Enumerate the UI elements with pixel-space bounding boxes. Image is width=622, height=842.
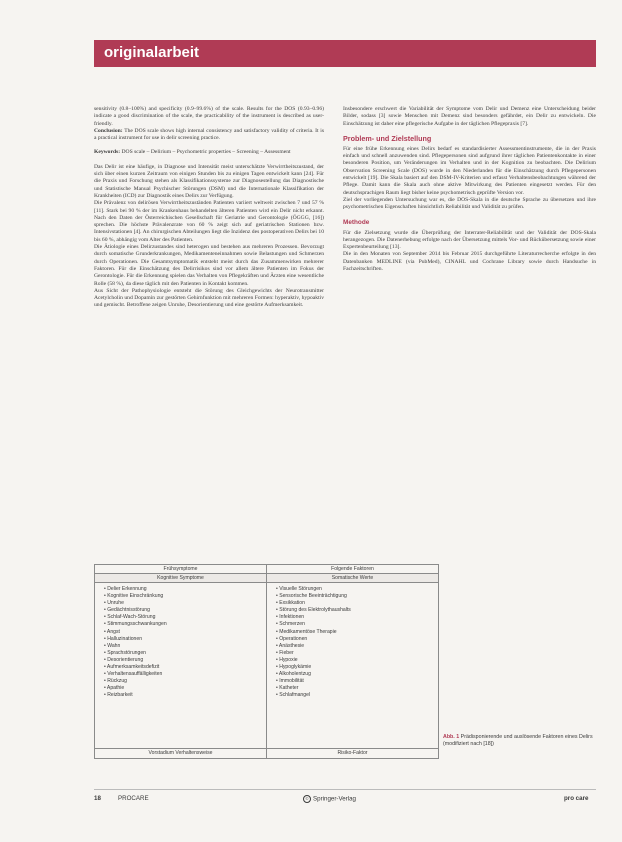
section-heading: Methode — [343, 218, 370, 226]
table-list-item: • Hypoglykämie — [276, 664, 312, 671]
table-list-item: • Exsikkation — [276, 600, 305, 607]
publisher-name: Springer-Verlag — [313, 795, 356, 803]
body-paragraph: Aus Sicht der Pathophysiologie entsteht die Störung des Gleichgewichts der Neurotransmitter Acetylcholin und Dopamin zur gestörten Gehirnfunktion mit mehreren Formen: hyperaktiv, hypoaktiv und gemischt. Betroffene zeigen Unruhe, Desorientierung und eine gestörte Aufmerksamkeit. — [94, 287, 324, 309]
table-list-item: • Alkoholentzug — [276, 671, 311, 678]
table-list-item: • Gedächtnisstörung — [104, 607, 150, 614]
abstract-continuation: sensitivity (0.8–100%) and specificity (0.9–99.6%) of the scale. Results for the DOS (0.93–0.96) indicate a good discrimination of the scale, the practicability of the instrument is described as user-friendly. — [94, 106, 324, 127]
table-footer: Risiko-Faktor — [267, 748, 438, 758]
body-paragraph: Die Prävalenz von delirösen Verwirrtheitszuständen Patienten variiert weltweit zwischen 7 und 57 % [11]. Stark bei 90 % der im Krankenhaus behandelten älteren Patienten wird ein Delir nicht erkannt. Nach den Daten der Österreichischen Gesellschaft für Geriatrie und Gerontologie (ÖGGG, [16]) sprechen. Die höchste Prävalenzrate von 60 % zeigt sich auf geriatrischen Stationen bzw. Intensivstationen [4]. An chirurgischen Abteilungen liegt die Inzidenz des postoperativen Delirs bei 10 bis 60 %, abhängig vom Alter des Patienten. — [94, 200, 324, 243]
provenance-label: pro care — [564, 795, 589, 802]
table-list-item: • Sprachstörungen — [104, 649, 146, 656]
table-list-item: • Immobilität — [276, 678, 304, 685]
table-list-item: • Desorientierung — [104, 656, 144, 663]
caption-text: Prädisponierende und auslösende Faktoren eines Delirs (modifiziert nach [18]) — [443, 734, 593, 747]
table-header: Folgende Faktoren — [267, 565, 438, 574]
table-list-item: • Reizbarkeit — [104, 692, 133, 699]
journal-name: PROCARE — [118, 795, 149, 802]
table-list-item: • Operationen — [276, 635, 308, 642]
body-paragraph: Insbesondere erschwert die Variabilität der Symptome vom Delir und Demenz eine Unterscheidung beider Bilder, sodass [3] sowie Menschen mit Demenz sind besonders gefährdet, ein Delir zu entwickeln. Die Einschätzung ist daher eine pflegerische Aufgabe in der täglichen Pflegepraxis [7]. — [343, 106, 596, 127]
body-paragraph: Für die Zielsetzung wurde die Überprüfung der Interrater-Reliabilität und der Validität der DOS-Skala herangezogen. Die Datenerhebung erfolgte nach der Übersetzung mittels Vor- und Rückübersetzung sowie einer Expertenbeurteilung [13]. — [343, 229, 596, 251]
table-list-item: • Wahn — [104, 642, 121, 649]
section-heading: Problem- und Zielstellung — [343, 133, 432, 143]
table-list-item: • Verhaltensauffälligkeiten — [104, 671, 163, 678]
factors-table — [94, 564, 439, 759]
table-list — [95, 583, 266, 700]
table-header: Frühsymptome — [95, 565, 266, 574]
springer-logo-icon: © — [303, 795, 311, 803]
figure-caption — [443, 734, 593, 747]
table-subheader: Kognitive Symptome — [95, 574, 266, 583]
keywords-line — [94, 149, 324, 156]
body-paragraph: Die in den Monaten von September 2014 bis Februar 2015 durchgeführte Literaturrecherche erfolgte in den Datenbanken MEDLINE (via PubMed), CINAHL und Cochrane Library sowie durch Handsuche in Fachzeitschriften. — [343, 251, 596, 273]
caption-label: Abb. 1 — [443, 734, 460, 740]
left-column — [94, 106, 324, 310]
table-right-column — [267, 565, 438, 758]
publisher — [303, 795, 356, 803]
table-list-item: • Schlaf-Wach-Störung — [104, 614, 156, 621]
table-list-item: • Anästhesie — [276, 642, 305, 649]
conclusion-paragraph — [94, 128, 324, 143]
page-number: 18 — [94, 795, 101, 802]
section-title: originalarbeit — [104, 44, 200, 61]
table-list-item: • Sensorische Beeinträchtigung — [276, 593, 347, 600]
table-list-item: • Katheter — [276, 685, 299, 692]
table-list-item: • Apathie — [104, 685, 125, 692]
conclusion-text: The DOS scale shows high internal consistency and satisfactory validity of criteria. It is a practical instrument for use in delir screening practice. — [94, 127, 324, 142]
table-list-item: • Stimmungsschwankungen — [104, 621, 167, 628]
table-footer: Vorstadium Verhaltensweise — [95, 748, 266, 758]
body-paragraph: Das Delir ist eine häufige, in Diagnose und Intensität meist unterschätzte Verwirrtheitszustand, der sich über einen kurzen Zeitraum von einigen Stunden bis zu einigen Tagen entwickelt kann [24]. Für die Praxis und Forschung stehen als Klassifikationssysteme zur Diagnosestellung das Diagnostische und Statistische Manual Psychischer Störungen (DSM) und die Internationale Klassifikation der Krankheiten (ICD) zur Diagnostik eines Delirs zur Verfügung. — [94, 163, 324, 199]
keywords-label: Keywords: — [94, 149, 121, 156]
table-list-item: • Halluzinationen — [104, 635, 143, 642]
table-list-item: • Fieber — [276, 649, 294, 656]
body-paragraph: Die Ätiologie eines Delirzustandes sind heterogen und bestehen aus mehreren Prozessen. Bevorzugt durch somatische Grunderkrankungen, Medikamenteneinnahmen sowie Belastungen und Schmerzen durch Operationen. Die Gesamtsymptomatik entsteht meist durch das Zusammenwirken mehrerer Faktoren. Für die Einschätzung des Delirrisikos sind vor allem ältere Patienten im Fokus der Gerontologie. Für die Erkennung spielen das Verhalten von Pflegekräften und Ärzten eine wesentliche Rolle (58 %), da diese täglich mit den Patienten in Kontakt kommen. — [94, 244, 324, 287]
table-list-item: • Medikamentöse Therapie — [276, 628, 337, 635]
table-list-item: • Delier Erkennung — [104, 586, 147, 592]
table-list-item: • Aufmerksamkeitsdefizit — [104, 664, 160, 671]
body-paragraph: Ziel der vorliegenden Untersuchung war es, die DOS-Skala in die deutsche Sprache zu übersetzen und ihre psychometrischen Eigenschaften hinsichtlich Reliabilität und Validität zu prüfen. — [343, 196, 596, 211]
conclusion-label: Conclusion: — [94, 127, 123, 134]
footer-divider — [94, 789, 596, 790]
table-left-column — [95, 565, 267, 758]
table-list-item: • Schlafmangel — [276, 692, 311, 699]
table-list-item: • Visuelle Störungen — [276, 586, 322, 592]
table-list — [267, 583, 438, 700]
right-column — [343, 106, 596, 273]
table-list-item: • Hypoxie — [276, 656, 298, 663]
table-list-item: • Kognitive Einschränkung — [104, 593, 164, 600]
table-subheader: Somatische Werte — [267, 574, 438, 583]
table-list-item: • Angst — [104, 628, 120, 635]
table-list-item: • Unruhe — [104, 600, 124, 607]
table-list-item: • Rückzug — [104, 678, 128, 685]
body-paragraph: Für eine frühe Erkennung eines Delirs bedarf es standardisierter Assessmentinstrumente, die in der Praxis einfach und schnell anzuwenden sind. Pflegepersonen sind aufgrund ihrer täglichen Patientenkontakte in einer besonderen Position, um Veränderungen im Verhalten und in der Kognition zu beobachten. Die Delirium Observation Screening Scale (DOS) wurde in den Niederlanden für die Einschätzung durch Pflegepersonen entwickelt [19]. Die Skala basiert auf den DSM-IV-Kriterien und erfasst Verhaltensbeobachtungen während der Pflege. Damit kann die Skala auch ohne aktive Mitwirkung des Patienten eingesetzt werden. Für den deutschsprachigen Raum liegt bisher keine psychometrisch geprüfte Version vor. — [343, 145, 596, 196]
table-list-item: • Schmerzen — [276, 621, 305, 628]
header-banner — [94, 40, 596, 67]
keywords-text: DOS scale – Delirium – Psychometric properties – Screening – Assessment — [121, 149, 291, 156]
table-list-item: • Infektionen — [276, 614, 305, 621]
table-list-item: • Störung des Elektrolythaushalts — [276, 607, 351, 614]
